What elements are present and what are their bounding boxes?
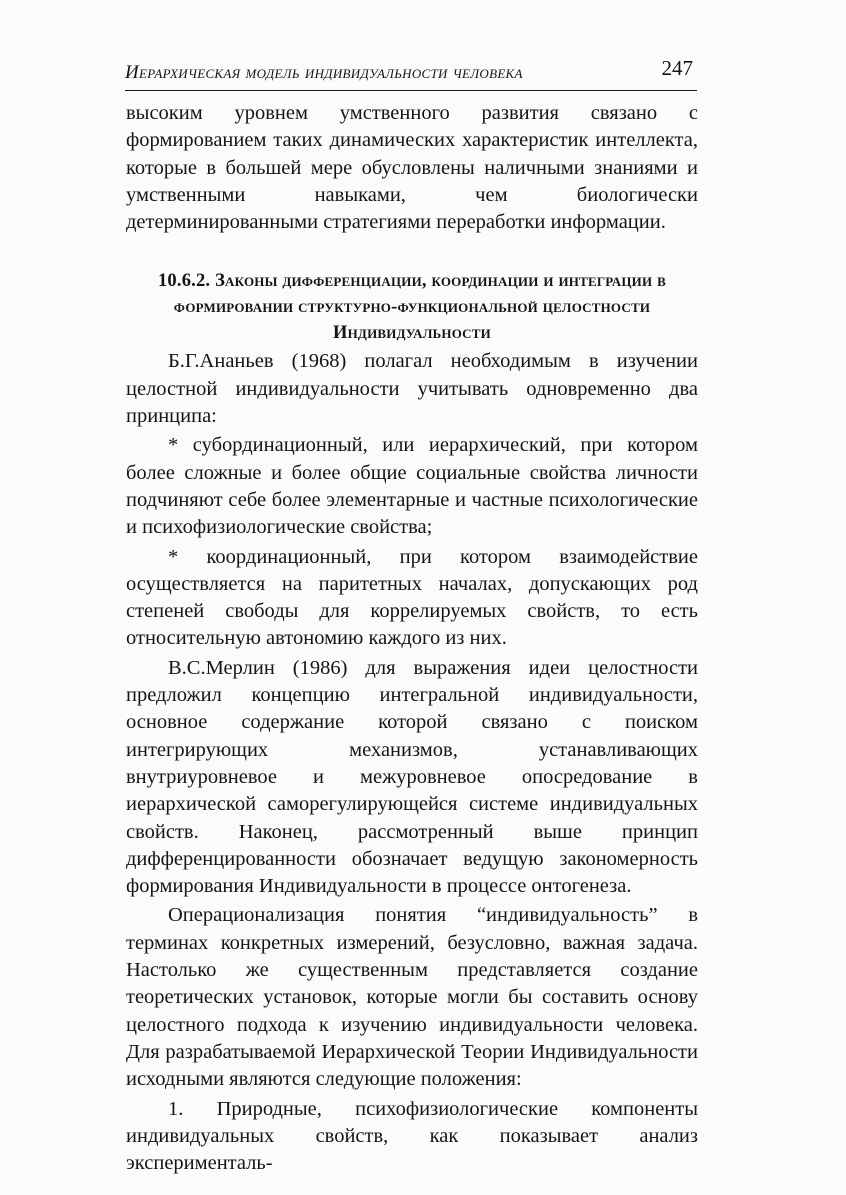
section-heading: 10.6.2. Законы дифференциации, координации и интеграции в формировании структурно-функциональной целостности Индивидуальности xyxy=(157,271,666,344)
body-text xyxy=(126,100,698,1177)
paragraph-operationalization: Операционализация понятия “индивидуальность” в терминах конкретных измерений, безусловно, важная задача. Настолько же существенным представляется создание теоретических установок, которые могли бы составить основу целостного подхода к изучению индивидуальности человека. Для разрабатываемой Иерархической Теории Индивидуальности исходными являются следующие положения: xyxy=(126,904,698,1091)
paragraph-merlin: В.С.Мерлин (1986) для выражения идеи целостности предложил концепцию интегральной индивидуальности, основное содержание которой связано с поиском интегрирующих механизмов, устанавливающих внутриуровневое и межуровневое опосредование в иерархической саморегулирующейся системе индивидуальных свойств. Наконец, рассмотренный выше принцип дифференцированности обозначает ведущую закономерность формирования Индивидуальности в процессе онтогенеза. xyxy=(126,656,698,898)
running-head xyxy=(125,56,697,91)
paragraph-subordination-principle: * субординационный, или иерархический, при котором более сложные и более общие социальные свойства личности подчиняют себе более элементарные и частные психологические и психофизиологические свойства; xyxy=(126,434,698,539)
paragraph-ananiev: Б.Г.Ананьев (1968) полагал необходимым в изучении целостной индивидуальности учитывать одновременно два принципа: xyxy=(126,350,698,428)
running-title: Иерархическая модель индивидуальности человека xyxy=(125,62,523,83)
paragraph-point-one: 1. Природные, психофизиологические компоненты индивидуальных свойств, как показывает анализ эксперименталь- xyxy=(126,1097,698,1175)
continued-paragraph: высоким уровнем умственного развития связано с формированием таких динамических характеристик интеллекта, которые в большей мере обусловлены наличными знаниями и умственными навыками, чем биологически детерминированными стратегиями переработки информации. xyxy=(126,102,698,234)
page-number: 247 xyxy=(661,56,693,80)
paragraph-coordination-principle: * координационный, при котором взаимодействие осуществляется на паритетных началах, допускающих род степеней свободы для коррелируемых свойств, то есть относительную автономию каждого из них. xyxy=(126,545,698,650)
